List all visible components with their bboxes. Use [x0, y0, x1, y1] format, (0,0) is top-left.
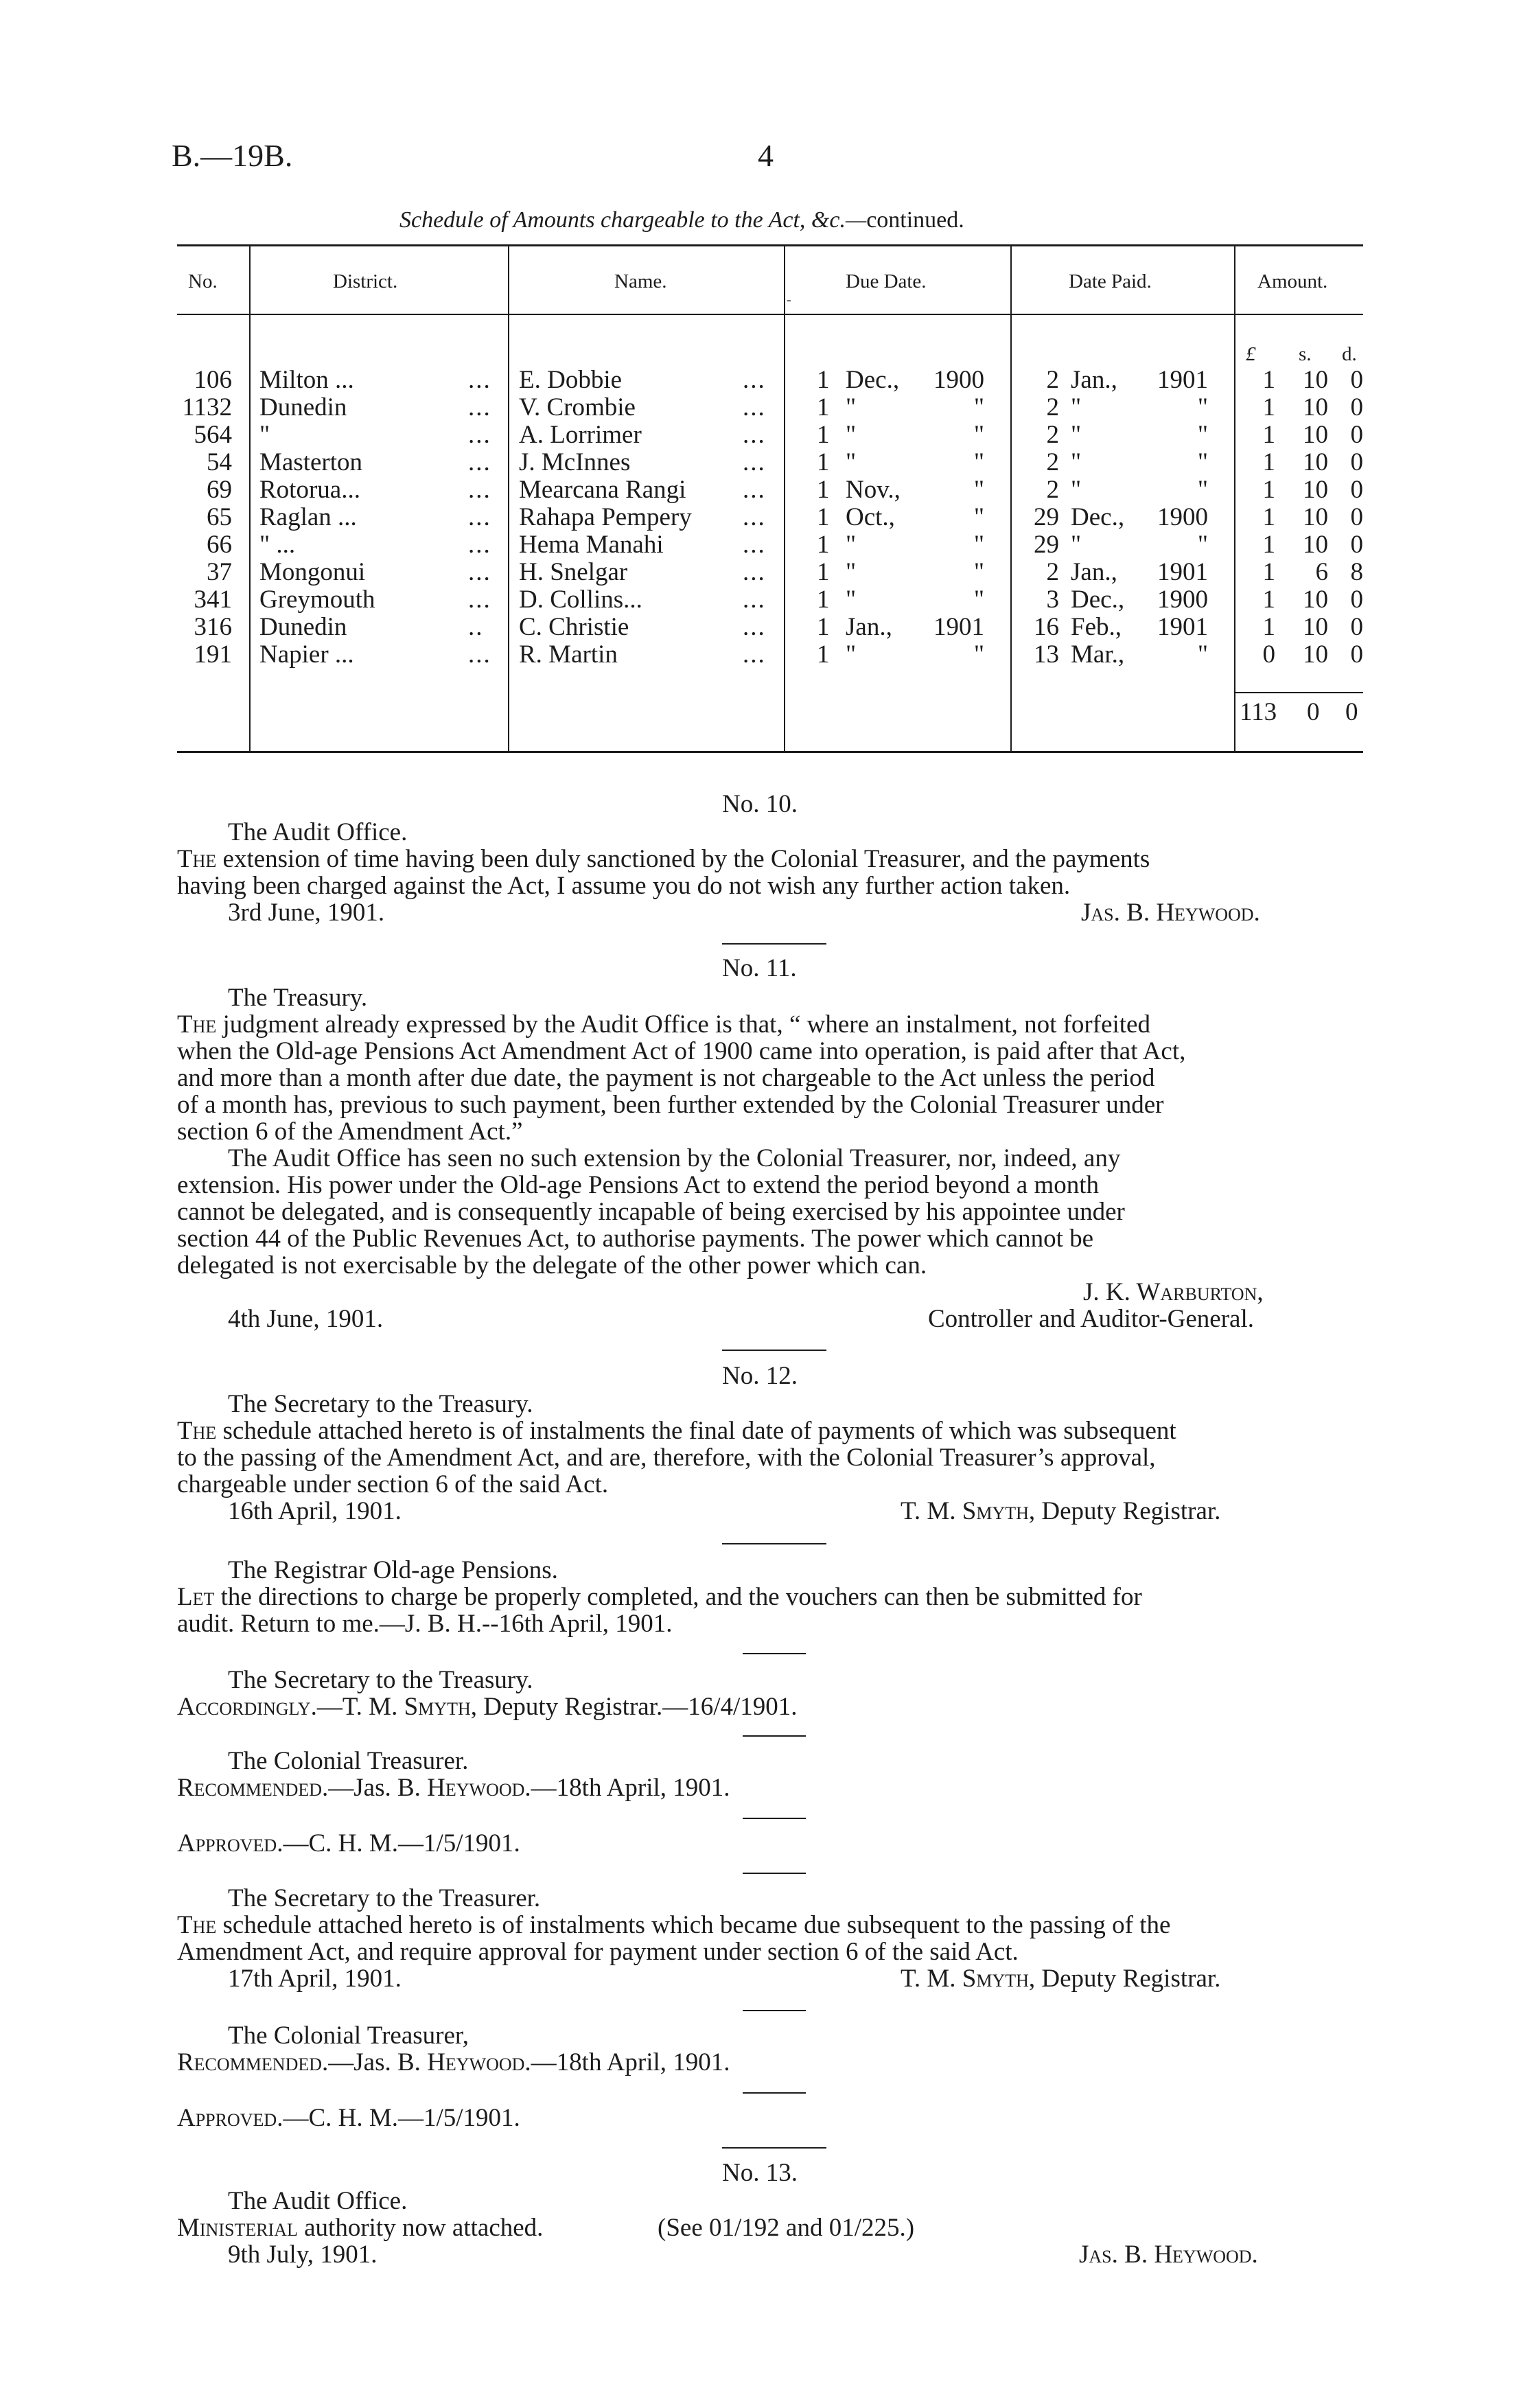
currency-shillings: s. — [1299, 343, 1312, 365]
row-district: Dunedin — [259, 613, 347, 641]
row-leader-dots: ... — [743, 586, 766, 614]
row-pounds: 1 — [1262, 421, 1275, 449]
row-paid-month: Mar., — [1071, 640, 1125, 669]
row-leader-dots: ... — [468, 531, 491, 559]
row-paid-day: 2 — [1046, 558, 1059, 586]
row-district: Mongonui — [259, 558, 366, 586]
header-amount: Amount. — [1257, 270, 1328, 292]
row-leader-dots: ... — [743, 503, 766, 531]
row-paid-month: Dec., — [1071, 503, 1125, 531]
row-due-day: 1 — [817, 558, 830, 586]
row-pence: 0 — [1350, 393, 1363, 421]
no11-line-3: and more than a month after due date, the payment is not chargeable to the Act unless the period — [177, 1064, 1155, 1092]
row-leader-dots: ... — [468, 558, 491, 586]
document-reference: B.—19B. — [172, 138, 293, 173]
row-due-day: 1 — [817, 586, 830, 614]
no10-line-1: The extension of time having been duly sanctioned by the Colonial Treasurer, and the payments — [177, 845, 1150, 873]
total-pence: 0 — [1345, 698, 1358, 726]
row-paid-day: 2 — [1046, 448, 1059, 476]
row-leader-dots: ... — [743, 613, 766, 641]
row-due-day: 1 — [817, 393, 830, 421]
row-due-month: " — [846, 586, 857, 614]
row-pence: 0 — [1350, 448, 1363, 476]
row-pounds: 1 — [1262, 613, 1275, 641]
row-paid-day: 13 — [1034, 640, 1059, 669]
section-heading-no13: No. 13. — [722, 2159, 798, 2187]
row-due-month: " — [846, 448, 857, 476]
row-due-month: " — [846, 558, 857, 586]
row-paid-year: " — [1197, 421, 1208, 449]
no11-signature: J. K. Warburton, — [1083, 1278, 1264, 1306]
section-heading-no10: No. 10. — [722, 790, 798, 818]
row-name: Mearcana Rangi — [519, 476, 686, 504]
row-paid-day: 2 — [1046, 421, 1059, 449]
no12-f-line-2: Amendment Act, and require approval for payment under section 6 of the said Act. — [177, 1938, 1019, 1966]
no12-addressee-f: The Secretary to the Treasurer. — [228, 1884, 541, 1912]
no12-a-line-3: chargeable under section 6 of the said Act. — [177, 1470, 609, 1498]
divider — [743, 1653, 806, 1654]
row-district: Rotorua... — [259, 476, 360, 504]
row-leader-dots: ... — [468, 503, 491, 531]
no12-d-line: Recommended.—Jas. B. Heywood.—18th April, 1901. — [177, 1774, 730, 1802]
table-bottom-rule — [177, 751, 1363, 753]
row-leader-dots: ... — [468, 421, 491, 449]
row-due-day: 1 — [817, 503, 830, 531]
row-pence: 0 — [1350, 503, 1363, 531]
no13-signature: Jas. B. Heywood. — [1079, 2241, 1258, 2269]
row-due-month: Nov., — [846, 476, 901, 504]
row-number: 37 — [207, 558, 232, 586]
row-paid-month: Feb., — [1071, 613, 1122, 641]
row-due-month: " — [846, 640, 857, 669]
row-name: D. Collins... — [519, 586, 642, 614]
row-due-month: " — [846, 531, 857, 559]
row-number: 65 — [207, 503, 232, 531]
no12-f-line-1: The schedule attached hereto is of instalments which became due subsequent to the passing of the — [177, 1911, 1171, 1939]
row-shillings: 10 — [1303, 586, 1328, 614]
row-due-month: " — [846, 421, 857, 449]
table-tick-mark: - — [787, 292, 791, 308]
row-leader-dots: ... — [743, 393, 766, 421]
row-pence: 0 — [1350, 640, 1363, 669]
row-paid-day: 3 — [1046, 586, 1059, 614]
table-top-rule — [177, 244, 1363, 246]
row-paid-month: Jan., — [1071, 558, 1117, 586]
no12-b-line-2: audit. Return to me.—J. B. H.--16th April, 1901. — [177, 1610, 673, 1638]
column-divider — [784, 244, 785, 751]
row-due-day: 1 — [817, 366, 830, 394]
row-pence: 0 — [1350, 476, 1363, 504]
row-name: A. Lorrimer — [519, 421, 642, 449]
row-due-month: Dec., — [846, 366, 900, 394]
no11-line-5: section 6 of the Amendment Act.” — [177, 1118, 523, 1146]
row-pounds: 1 — [1262, 558, 1275, 586]
row-leader-dots: .. — [468, 613, 484, 641]
row-number: 191 — [194, 640, 232, 669]
header-name: Name. — [614, 270, 667, 292]
row-district: Raglan ... — [259, 503, 357, 531]
no12-a-date: 16th April, 1901. — [228, 1497, 402, 1525]
row-district: Masterton — [259, 448, 363, 476]
column-divider — [508, 244, 509, 751]
row-district: Greymouth — [259, 586, 375, 614]
row-name: C. Christie — [519, 613, 629, 641]
row-pence: 0 — [1350, 531, 1363, 559]
row-pounds: 1 — [1262, 586, 1275, 614]
row-pence: 0 — [1350, 613, 1363, 641]
no12-addressee-d: The Colonial Treasurer. — [228, 1747, 469, 1775]
row-number: 54 — [207, 448, 232, 476]
no12-f-signature: T. M. Smyth, Deputy Registrar. — [901, 1965, 1221, 1993]
no12-addressee-g: The Colonial Treasurer, — [228, 2022, 469, 2050]
row-shillings: 10 — [1303, 393, 1328, 421]
row-shillings: 10 — [1303, 366, 1328, 394]
row-number: 564 — [194, 421, 232, 449]
row-paid-year: " — [1197, 476, 1208, 504]
no11-line-4: of a month has, previous to such payment, been further extended by the Colonial Treasurer under — [177, 1091, 1164, 1119]
column-divider — [1010, 244, 1012, 751]
row-district: Milton ... — [259, 366, 354, 394]
no12-a-line-1: The schedule attached hereto is of instalments the final date of payments of which was subsequent — [177, 1417, 1176, 1445]
row-paid-month: " — [1071, 421, 1082, 449]
row-due-month: Oct., — [846, 503, 895, 531]
divider — [743, 2092, 806, 2094]
row-leader-dots: ... — [468, 476, 491, 504]
row-paid-day: 2 — [1046, 393, 1059, 421]
row-leader-dots: ... — [743, 640, 766, 669]
no11-line-8: cannot be delegated, and is consequently incapable of being exercised by his appointee under — [177, 1198, 1125, 1226]
divider — [743, 1818, 806, 1819]
row-shillings: 10 — [1303, 613, 1328, 641]
no12-addressee-b: The Registrar Old-age Pensions. — [228, 1556, 558, 1584]
row-pence: 0 — [1350, 586, 1363, 614]
total-pounds: 113 — [1240, 698, 1277, 726]
total-shillings: 0 — [1307, 698, 1320, 726]
row-due-year: " — [973, 503, 984, 531]
row-paid-month: " — [1071, 476, 1082, 504]
row-district: " — [259, 421, 270, 449]
row-name: E. Dobbie — [519, 366, 623, 394]
column-divider — [249, 244, 251, 751]
no11-line-10: delegated is not exercisable by the delegate of the other power which can. — [177, 1251, 927, 1280]
row-pounds: 1 — [1262, 503, 1275, 531]
row-leader-dots: ... — [743, 558, 766, 586]
no13-reference: (See 01/192 and 01/225.) — [658, 2214, 915, 2242]
row-number: 106 — [194, 366, 232, 394]
no12-b-line-1: Let the directions to charge be properly completed, and the vouchers can then be submitted for — [177, 1583, 1142, 1611]
row-name: V. Crombie — [519, 393, 636, 421]
no12-a-line-2: to the passing of the Amendment Act, and are, therefore, with the Colonial Treasurer’s approval, — [177, 1444, 1156, 1472]
row-shillings: 10 — [1303, 503, 1328, 531]
row-pence: 0 — [1350, 366, 1363, 394]
no10-signature: Jas. B. Heywood. — [1081, 899, 1260, 927]
row-district: Napier ... — [259, 640, 354, 669]
no13-line: Ministerial authority now attached. — [177, 2214, 544, 2242]
no11-line-7: extension. His power under the Old-age Pensions Act to extend the period beyond a month — [177, 1171, 1100, 1199]
row-pounds: 1 — [1262, 366, 1275, 394]
column-divider — [1234, 244, 1235, 751]
row-number: 69 — [207, 476, 232, 504]
row-shillings: 10 — [1303, 421, 1328, 449]
row-shillings: 10 — [1303, 448, 1328, 476]
total-rule — [1234, 692, 1363, 693]
no12-addressee-c: The Secretary to the Treasury. — [228, 1666, 533, 1694]
no12-g-line: Recommended.—Jas. B. Heywood.—18th April, 1901. — [177, 2048, 730, 2076]
row-paid-year: " — [1197, 531, 1208, 559]
no12-e-line: Approved.—C. H. M.—1/5/1901. — [177, 1829, 520, 1857]
row-due-year: " — [973, 448, 984, 476]
currency-pounds: £ — [1246, 343, 1256, 365]
row-pounds: 0 — [1262, 640, 1275, 669]
no10-date: 3rd June, 1901. — [228, 899, 385, 927]
no12-f-date: 17th April, 1901. — [228, 1965, 402, 1993]
divider — [743, 2010, 806, 2011]
currency-pence: d. — [1342, 343, 1357, 365]
row-due-year: " — [973, 531, 984, 559]
no11-date: 4th June, 1901. — [228, 1305, 384, 1333]
row-pounds: 1 — [1262, 393, 1275, 421]
header-due-date: Due Date. — [846, 270, 927, 292]
divider — [722, 1350, 826, 1351]
row-number: 66 — [207, 531, 232, 559]
header-district: District. — [333, 270, 398, 292]
row-due-day: 1 — [817, 448, 830, 476]
no11-addressee: The Treasury. — [228, 984, 368, 1012]
row-leader-dots: ... — [468, 586, 491, 614]
row-paid-year: 1901 — [1157, 558, 1208, 586]
row-leader-dots: ... — [468, 366, 491, 394]
header-date-paid: Date Paid. — [1069, 270, 1152, 292]
row-paid-year: 1900 — [1157, 503, 1208, 531]
row-due-day: 1 — [817, 531, 830, 559]
row-paid-month: " — [1071, 531, 1082, 559]
row-number: 316 — [194, 613, 232, 641]
table-header-rule — [177, 314, 1363, 315]
row-paid-month: " — [1071, 448, 1082, 476]
row-leader-dots: ... — [468, 448, 491, 476]
row-due-year: " — [973, 421, 984, 449]
row-due-year: " — [973, 393, 984, 421]
no11-line-1: The judgment already expressed by the Audit Office is that, “ where an instalment, not forfeited — [177, 1010, 1150, 1039]
row-due-year: " — [973, 640, 984, 669]
row-due-day: 1 — [817, 476, 830, 504]
row-leader-dots: ... — [743, 421, 766, 449]
row-shillings: 10 — [1303, 531, 1328, 559]
no10-line-2: having been charged against the Act, I assume you do not wish any further action taken. — [177, 872, 1071, 900]
divider — [722, 2147, 826, 2149]
row-paid-day: 2 — [1046, 476, 1059, 504]
row-name: H. Snelgar — [519, 558, 628, 586]
no13-date: 9th July, 1901. — [228, 2241, 378, 2269]
no11-title: Controller and Auditor-General. — [928, 1305, 1254, 1333]
row-leader-dots: ... — [743, 531, 766, 559]
row-paid-year: 1901 — [1157, 366, 1208, 394]
row-pounds: 1 — [1262, 476, 1275, 504]
row-paid-year: " — [1197, 393, 1208, 421]
divider — [743, 1735, 806, 1737]
divider — [743, 1873, 806, 1874]
row-due-month: " — [846, 393, 857, 421]
page-number: 4 — [758, 138, 774, 173]
row-paid-day: 29 — [1034, 503, 1059, 531]
row-due-year: 1901 — [933, 613, 984, 641]
row-leader-dots: ... — [743, 448, 766, 476]
row-pence: 8 — [1350, 558, 1363, 586]
no10-addressee: The Audit Office. — [228, 818, 408, 846]
row-shillings: 10 — [1303, 476, 1328, 504]
row-number: 1132 — [182, 393, 232, 421]
row-district: Dunedin — [259, 393, 347, 421]
row-due-year: " — [973, 586, 984, 614]
section-heading-no12: No. 12. — [722, 1362, 798, 1390]
no11-line-2: when the Old-age Pensions Act Amendment Act of 1900 came into operation, is paid after that Act, — [177, 1037, 1186, 1065]
no12-c-line: Accordingly.—T. M. Smyth, Deputy Registrar.—16/4/1901. — [177, 1693, 798, 1721]
row-due-year: " — [973, 476, 984, 504]
row-paid-year: 1901 — [1157, 613, 1208, 641]
header-no: No. — [188, 270, 218, 292]
row-paid-year: " — [1197, 448, 1208, 476]
section-heading-no11: No. 11. — [722, 954, 797, 982]
row-shillings: 6 — [1315, 558, 1328, 586]
row-paid-day: 16 — [1034, 613, 1059, 641]
no11-line-6: The Audit Office has seen no such extension by the Colonial Treasurer, nor, indeed, any — [228, 1144, 1121, 1172]
row-name: Rahapa Pempery — [519, 503, 692, 531]
row-leader-dots: ... — [743, 366, 766, 394]
row-paid-year: 1900 — [1157, 586, 1208, 614]
row-leader-dots: ... — [468, 393, 491, 421]
no12-h-line: Approved.—C. H. M.—1/5/1901. — [177, 2104, 520, 2132]
no11-line-9: section 44 of the Public Revenues Act, to authorise payments. The power which cannot be — [177, 1225, 1094, 1253]
row-paid-month: Jan., — [1071, 366, 1117, 394]
row-due-year: 1900 — [933, 366, 984, 394]
row-paid-day: 2 — [1046, 366, 1059, 394]
row-name: J. McInnes — [519, 448, 631, 476]
row-number: 341 — [194, 586, 232, 614]
no12-addressee-a: The Secretary to the Treasury. — [228, 1390, 533, 1418]
divider — [722, 1543, 826, 1544]
row-pence: 0 — [1350, 421, 1363, 449]
row-paid-month: Dec., — [1071, 586, 1125, 614]
row-name: R. Martin — [519, 640, 618, 669]
row-name: Hema Manahi — [519, 531, 664, 559]
no13-addressee: The Audit Office. — [228, 2187, 408, 2215]
row-due-day: 1 — [817, 640, 830, 669]
no12-a-signature: T. M. Smyth, Deputy Registrar. — [901, 1497, 1221, 1525]
row-leader-dots: ... — [743, 476, 766, 504]
divider — [722, 943, 826, 945]
row-due-month: Jan., — [846, 613, 892, 641]
row-due-year: " — [973, 558, 984, 586]
row-leader-dots: ... — [468, 640, 491, 669]
row-paid-year: " — [1197, 640, 1208, 669]
table-caption: Schedule of Amounts chargeable to the Act, &c.—continued. — [399, 207, 964, 233]
row-district: " ... — [259, 531, 296, 559]
row-pounds: 1 — [1262, 531, 1275, 559]
row-shillings: 10 — [1303, 640, 1328, 669]
row-pounds: 1 — [1262, 448, 1275, 476]
row-due-day: 1 — [817, 421, 830, 449]
row-paid-day: 29 — [1034, 531, 1059, 559]
row-paid-month: " — [1071, 393, 1082, 421]
row-due-day: 1 — [817, 613, 830, 641]
